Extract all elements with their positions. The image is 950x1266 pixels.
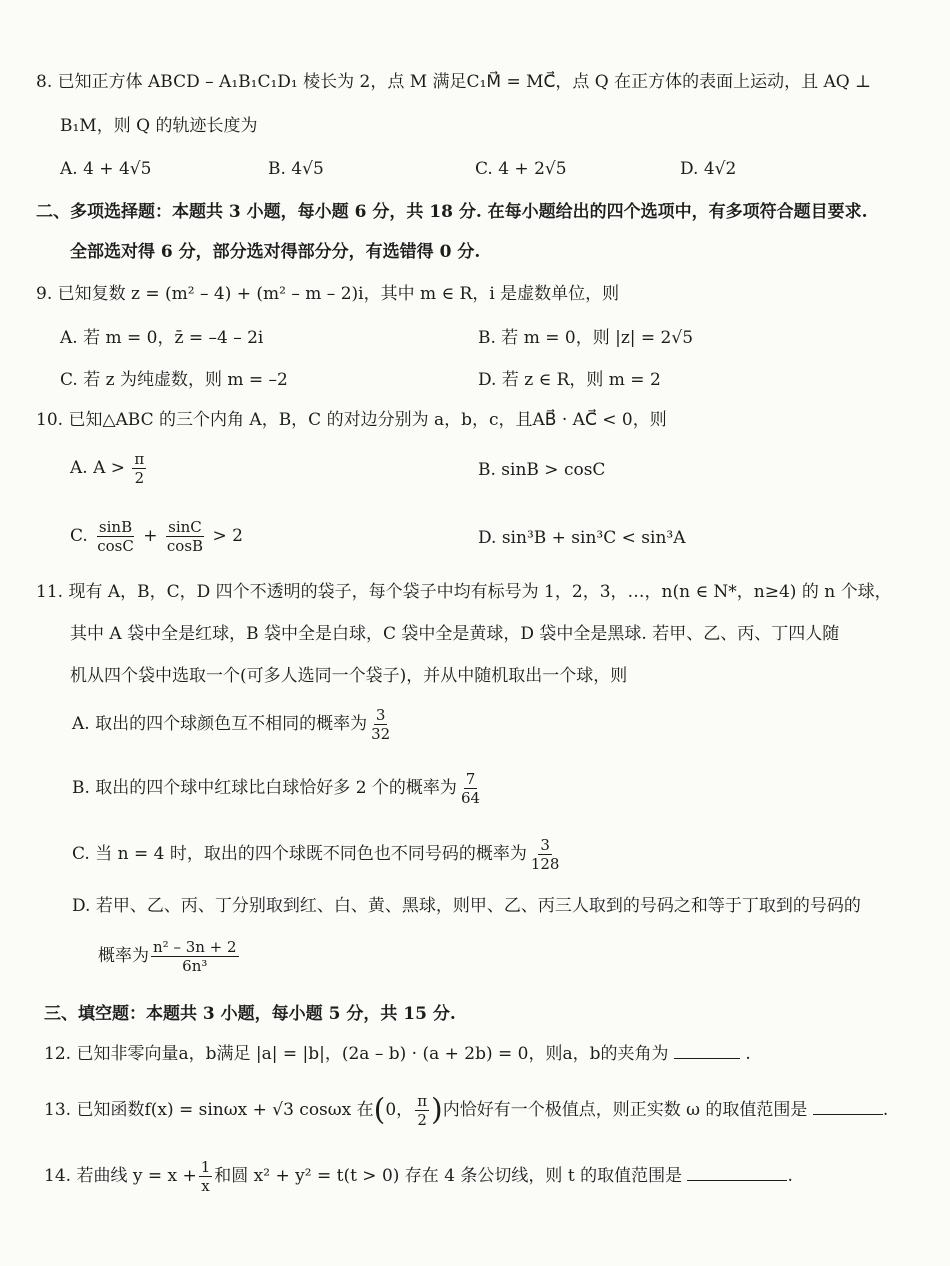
q14-stem: 14. 若曲线 y = x + $\frac{1}{x}$ 和圆 x² + y² = t(t > 0) 存在 4 条公切线，则 t 的取值范围是 . bbox=[44, 1158, 793, 1195]
q11-stem-line3: 机从四个袋中选取一个(可多人选同一个袋子)，并从中随机取出一个球，则 bbox=[70, 666, 628, 686]
q8-stem-line2: B₁M，则 Q 的轨迹长度为 bbox=[60, 116, 258, 136]
q10-option-d: D. sin³B + sin³C < sin³A bbox=[478, 528, 686, 548]
answer-blank[interactable] bbox=[687, 1164, 787, 1181]
fraction-pi-over-2: $\frac{\pi}{2}$ bbox=[134, 450, 145, 487]
q13-stem: 13. 已知函数f(x) = sinωx + √3 cosωx 在(0， $\frac{\pi}{2}$ )内恰好有一个极值点，则正实数 ω 的取值范围是 . bbox=[44, 1092, 889, 1129]
q8-stem-line1: 8. 已知正方体 ABCD – A₁B₁C₁D₁ 棱长为 2，点 M 满足C₁M⃗ = MC⃗，点 Q 在正方体的表面上运动，且 AQ ⊥ bbox=[36, 72, 872, 92]
q10-option-b: B. sinB > cosC bbox=[478, 460, 606, 480]
q11-option-c: C. 当 n = 4 时，取出的四个球既不同色也不同号码的概率为 $\frac{3}{128}$ bbox=[72, 836, 560, 873]
answer-blank[interactable] bbox=[674, 1042, 740, 1059]
q8-option-a: A. 4 + 4√5 bbox=[60, 159, 152, 179]
q8-option-c: C. 4 + 2√5 bbox=[475, 159, 567, 179]
section3-header: 三、填空题：本题共 3 小题，每小题 5 分，共 15 分. bbox=[44, 1004, 456, 1024]
q11-option-d-line2: 概率为 $\frac{\text{n² – 3n + 2}}{\text{6n³}}$ bbox=[98, 938, 237, 975]
q9-option-c: C. 若 z 为纯虚数，则 m = –2 bbox=[60, 370, 288, 390]
q9-option-d: D. 若 z ∈ R，则 m = 2 bbox=[478, 370, 661, 390]
q11-stem-line2: 其中 A 袋中全是红球，B 袋中全是白球，C 袋中全是黄球，D 袋中全是黑球. 若甲、乙、丙、丁四人随 bbox=[70, 624, 840, 644]
q11-option-b: B. 取出的四个球中红球比白球恰好多 2 个的概率为 $\frac{7}{64}$ bbox=[72, 770, 481, 807]
answer-blank[interactable] bbox=[813, 1098, 883, 1115]
q8-option-b: B. 4√5 bbox=[268, 159, 324, 179]
q10-stem: 10. 已知△ABC 的三个内角 A，B，C 的对边分别为 a，b，c，且AB⃗ · AC⃗ < 0，则 bbox=[36, 410, 667, 430]
q9-stem: 9. 已知复数 z = (m² – 4) + (m² – m – 2)i，其中 m ∈ R，i 是虚数单位，则 bbox=[36, 284, 620, 304]
q9-option-a: A. 若 m = 0，z̄ = –4 – 2i bbox=[60, 328, 264, 348]
q11-stem-line1: 11. 现有 A，B，C，D 四个不透明的袋子，每个袋子中均有标号为 1，2，3，…，n(n ∈ N*，n≥4) 的 n 个球， bbox=[36, 582, 892, 602]
q9-option-b: B. 若 m = 0，则 |z| = 2√5 bbox=[478, 328, 694, 348]
q10-option-a: A. A > $\frac{\pi}{2}$ bbox=[70, 450, 145, 487]
section2-header-line1: 二、多项选择题：本题共 3 小题，每小题 6 分，共 18 分. 在每小题给出的四个选项中，有多项符合题目要求. bbox=[36, 202, 868, 222]
q11-option-d-line1: D. 若甲、乙、丙、丁分别取到红、白、黄、黑球，则甲、乙、丙三人取到的号码之和等于丁取到的号码的 bbox=[72, 896, 861, 916]
section2-header-line2: 全部选对得 6 分，部分选对得部分分，有选错得 0 分. bbox=[70, 242, 481, 262]
q8-option-d: D. 4√2 bbox=[680, 159, 737, 179]
q12-stem: 12. 已知非零向量a，b满足 |a| = |b|，(2a – b) · (a + 2b) = 0，则a，b的夹角为 . bbox=[44, 1044, 751, 1064]
q11-option-a: A. 取出的四个球颜色互不相同的概率为 $\frac{3}{32}$ bbox=[72, 706, 391, 743]
q10-option-c: C. $\frac{\sin B}{\cos C}$ + $\frac{\sin C}{\cos B}$ > 2 bbox=[70, 518, 243, 555]
